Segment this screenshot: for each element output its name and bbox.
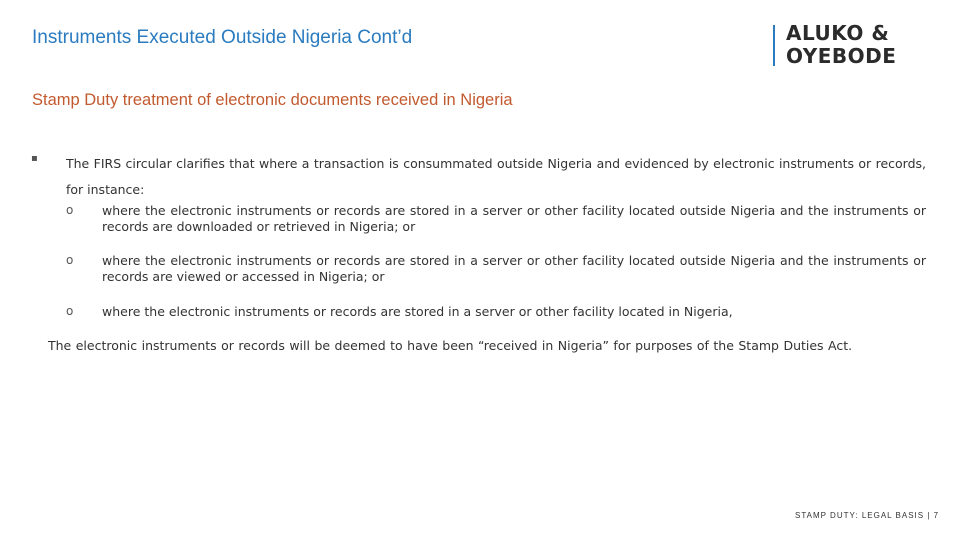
conclusion-paragraph: The electronic instruments or records will be deemed to have been “received in Nigeria” for purposes of the Stamp Duties Act. — [48, 338, 853, 353]
firm-logo — [786, 22, 896, 68]
bullet-paragraph: The FIRS circular clarifies that where a transaction is consummated outside Nigeria and evidenced by electronic instruments or records, for instance: — [66, 156, 926, 197]
slide-title: Instruments Executed Outside Nigeria Cont’d — [32, 27, 413, 48]
logo-line-2: OYEBODE — [786, 44, 897, 68]
sub-bullet-item: where the electronic instruments or records are stored in a server or other facility located outside Nigeria and the instruments or records are downloaded or retrieved in Nigeria; or — [102, 203, 926, 234]
slide-subtitle: Stamp Duty treatment of electronic documents received in Nigeria — [32, 91, 513, 109]
sub-bullet-marker: o — [66, 253, 74, 267]
sub-bullet-marker: o — [66, 304, 74, 318]
bullet-marker: ▪ — [31, 153, 38, 164]
sub-bullet-item: where the electronic instruments or records are stored in a server or other facility located in Nigeria, — [102, 304, 733, 319]
logo-divider — [773, 25, 775, 66]
sub-bullet-marker: o — [66, 203, 74, 217]
logo-line-1: ALUKO & — [786, 21, 890, 45]
sub-bullet-item: where the electronic instruments or records are stored in a server or other facility located outside Nigeria and the instruments or records are viewed or accessed in Nigeria; or — [102, 253, 926, 284]
slide-footer: STAMP DUTY: LEGAL BASIS | 7 — [795, 511, 940, 520]
